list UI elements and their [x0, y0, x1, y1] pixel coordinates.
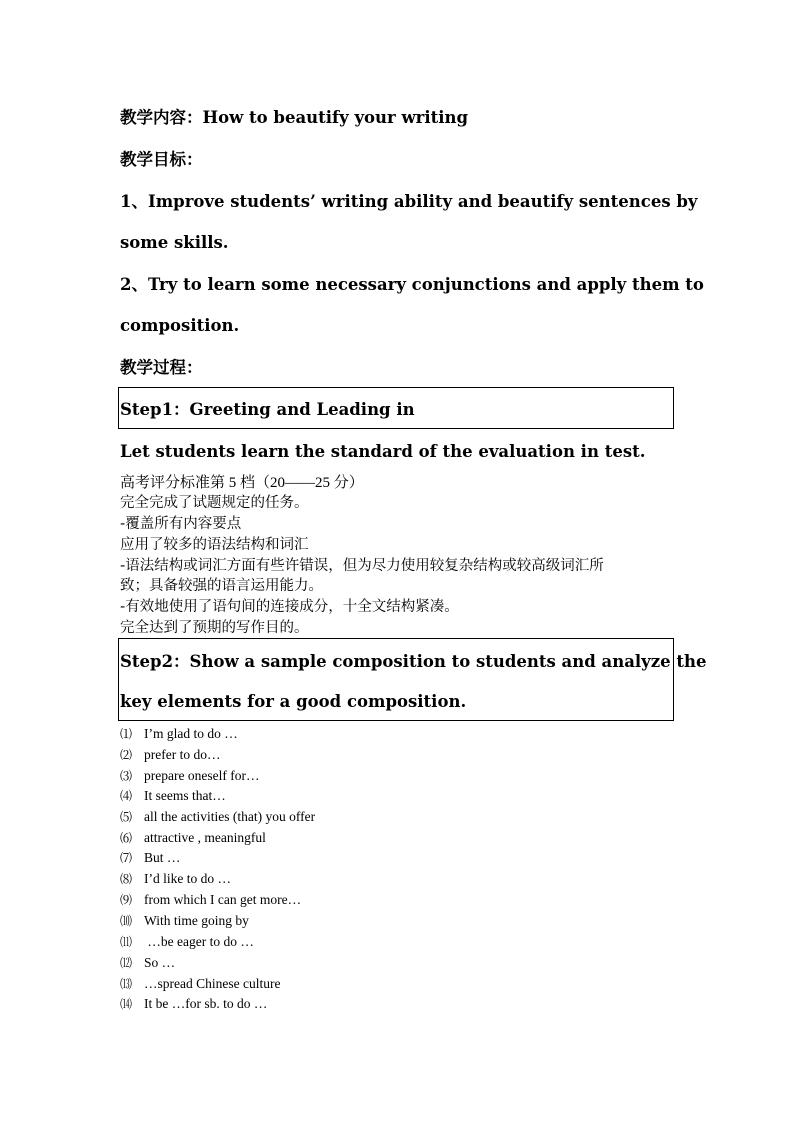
- list-item: [120, 994, 267, 1014]
- list-item: [120, 848, 180, 868]
- standard-line: 应用了较多的语法结构和词汇: [120, 537, 309, 553]
- phrase-text: all the activities (that) you offer: [144, 809, 316, 824]
- list-number: ⑸: [120, 810, 133, 824]
- step2-title-line-2: key elements for a good composition.: [120, 692, 467, 711]
- list-number: ⑹: [120, 831, 133, 845]
- goal-2-line-2: composition.: [120, 316, 240, 335]
- list-item: [120, 828, 266, 848]
- list-number: ⑺: [120, 851, 133, 865]
- phrase-text: It seems that…: [144, 788, 226, 803]
- standard-line: 高考评分标准第 5 档（20——25 分）: [120, 475, 364, 491]
- standard-line: -语法结构或词汇方面有些许错误，但为尽力使用较复杂结构或较高级词汇所: [120, 558, 604, 574]
- standard-line: 完全完成了试题规定的任务。: [120, 495, 309, 511]
- content-heading: 教学内容：How to beautify your writing: [120, 108, 469, 127]
- list-number: ⑻: [120, 872, 133, 886]
- list-item: [120, 786, 226, 806]
- list-item: [120, 766, 259, 786]
- step1-instruction: Let students learn the standard of the evaluation in test.: [120, 442, 646, 461]
- phrase-text: attractive , meaningful: [144, 830, 266, 845]
- list-item: [120, 911, 249, 931]
- step1-box: [118, 387, 674, 429]
- list-item: [120, 890, 301, 910]
- goal-1-line-1: 1、Improve students’ writing ability and beautify sentences by: [120, 192, 698, 211]
- step1-title: Step1：Greeting and Leading in: [120, 400, 415, 419]
- goal-1-line-2: some skills.: [120, 233, 229, 252]
- phrase-text: I’m glad to do …: [144, 726, 238, 741]
- list-number: ⑷: [120, 789, 133, 803]
- list-number: ⒀: [120, 977, 133, 991]
- list-number: ⑶: [120, 769, 133, 783]
- list-item: [120, 724, 238, 744]
- list-item: [120, 953, 175, 973]
- standard-line: -有效地使用了语句间的连接成分，十全文结构紧凑。: [120, 599, 459, 615]
- standard-line: 完全达到了预期的写作目的。: [120, 620, 309, 636]
- phrase-text: With time going by: [144, 913, 249, 928]
- list-number: ⑿: [120, 956, 133, 970]
- list-item: [120, 932, 254, 952]
- list-number: ⒁: [120, 997, 133, 1011]
- phrase-text: prefer to do…: [144, 747, 221, 762]
- list-number: ⑼: [120, 893, 133, 907]
- list-item: [120, 745, 220, 765]
- list-number: ⑾: [120, 935, 133, 949]
- phrase-text: …be eager to do …: [144, 934, 254, 949]
- list-number: ⑵: [120, 748, 133, 762]
- step2-title-line-1: Step2：Show a sample composition to students and analyze the: [120, 652, 707, 671]
- list-number: ⑽: [120, 914, 133, 928]
- standard-line: 致；具备较强的语言运用能力。: [120, 578, 323, 594]
- list-item: [120, 974, 280, 994]
- list-item: [120, 807, 315, 827]
- list-item: [120, 869, 231, 889]
- phrase-text: But …: [144, 850, 181, 865]
- phrase-text: from which I can get more…: [144, 892, 302, 907]
- list-number: ⑴: [120, 727, 133, 741]
- step2-box: [118, 638, 707, 721]
- goals-heading: 教学目标：: [120, 150, 203, 169]
- phrase-text: So …: [144, 955, 176, 970]
- phrase-text: prepare oneself for…: [144, 768, 260, 783]
- process-heading: 教学过程：: [120, 358, 203, 377]
- phrase-text: I’d like to do …: [144, 871, 231, 886]
- phrase-text: …spread Chinese culture: [144, 976, 281, 991]
- phrase-text: It be …for sb. to do …: [144, 996, 268, 1011]
- standard-line: -覆盖所有内容要点: [120, 516, 242, 532]
- goal-2-line-1: 2、Try to learn some necessary conjunctions and apply them to: [120, 275, 704, 294]
